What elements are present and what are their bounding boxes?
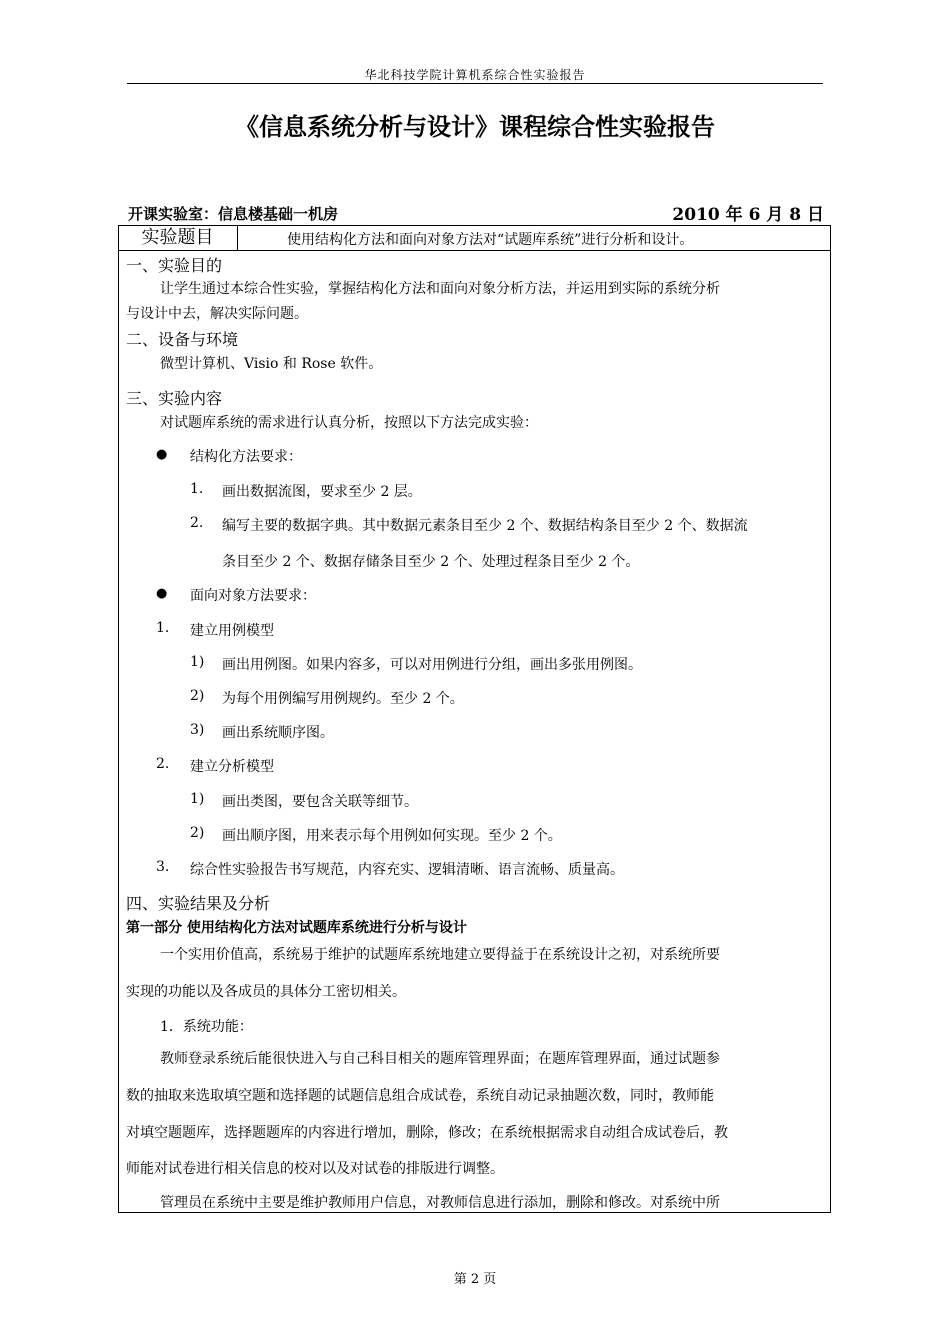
list-item: 画出数据流图，要求至少 2 层。 bbox=[222, 484, 422, 500]
sub-number: 3) bbox=[190, 722, 205, 738]
paragraph-line: 数的抽取来选取填空题和选择题的试题信息组合成试卷，系统自动记录抽题次数，同时，教师能 bbox=[126, 1088, 714, 1104]
report-title: 《信息系统分析与设计》课程综合性实验报告 bbox=[235, 113, 715, 141]
paragraph-line: 教师登录系统后能很快进入与自己科目相关的题库管理界面；在题库管理界面，通过试题参 bbox=[160, 1051, 720, 1067]
list-number: 2. bbox=[156, 756, 170, 772]
function-heading: 1．系统功能： bbox=[160, 1019, 253, 1035]
purpose-line-2: 与设计中去，解决实际问题。 bbox=[126, 306, 308, 322]
sub-item: 画出类图，要包含关联等细节。 bbox=[222, 794, 418, 810]
report-date: 2010 年 6 月 8 日 bbox=[672, 205, 824, 225]
equipment-text: 微型计算机、Visio 和 Rose 软件。 bbox=[160, 356, 383, 372]
paragraph-line: 对填空题题库，选择题题库的内容进行增加，删除，修改；在系统根据需求自动组合成试卷后，教 bbox=[126, 1125, 728, 1141]
list-number: 1. bbox=[156, 620, 170, 636]
lab-location: 开课实验室：信息楼基础一机房 bbox=[128, 205, 339, 223]
paragraph-line: 师能对试卷进行相关信息的校对以及对试卷的排版进行调整。 bbox=[126, 1161, 504, 1177]
list-item: 综合性实验报告书写规范，内容充实、逻辑清晰、语言流畅、质量高。 bbox=[190, 862, 624, 878]
page-header: 华北科技学院计算机系综合性实验报告 bbox=[364, 68, 586, 82]
table-row-divider bbox=[118, 250, 831, 251]
section-heading-results: 四、实验结果及分析 bbox=[126, 894, 271, 913]
paragraph-line: 一个实用价值高，系统易于维护的试题库系统地建立要得益于在系统设计之初，对系统所要 bbox=[160, 947, 720, 963]
bullet-structured: 结构化方法要求： bbox=[190, 449, 302, 465]
sub-number: 1) bbox=[190, 791, 205, 807]
part-one-heading: 第一部分 使用结构化方法对试题库系统进行分析与设计 bbox=[126, 920, 467, 936]
section-heading-equipment: 二、设备与环境 bbox=[126, 330, 239, 349]
table-column-divider bbox=[237, 225, 238, 250]
section-heading-purpose: 一、实验目的 bbox=[126, 256, 223, 275]
list-item: 建立用例模型 bbox=[190, 623, 274, 639]
sub-number: 2) bbox=[190, 688, 205, 704]
list-item: 编写主要的数据字典。其中数据元素条目至少 2 个、数据结构条目至少 2 个、数据流 bbox=[222, 518, 748, 534]
sub-item: 画出顺序图，用来表示每个用例如何实现。至少 2 个。 bbox=[222, 828, 562, 844]
page-number: 第 2 页 bbox=[453, 1272, 497, 1287]
list-number: 2. bbox=[190, 515, 204, 531]
purpose-line-1: 让学生通过本综合性实验，掌握结构化方法和面向对象分析方法，并运用到实际的系统分析 bbox=[160, 281, 720, 297]
bullet-icon: ● bbox=[156, 447, 168, 462]
sub-item: 为每个用例编写用例规约。至少 2 个。 bbox=[222, 691, 464, 707]
list-number: 3. bbox=[156, 859, 170, 875]
sub-number: 2) bbox=[190, 825, 205, 841]
bullet-oo: 面向对象方法要求： bbox=[190, 588, 316, 604]
sub-number: 1) bbox=[190, 654, 205, 670]
paragraph-line: 管理员在系统中主要是维护教师用户信息，对教师信息进行添加，删除和修改。对系统中所 bbox=[160, 1195, 720, 1211]
header-divider bbox=[127, 83, 823, 84]
section-heading-content: 三、实验内容 bbox=[126, 389, 223, 408]
sub-item: 画出系统顺序图。 bbox=[222, 725, 334, 741]
sub-item: 画出用例图。如果内容多，可以对用例进行分组，画出多张用例图。 bbox=[222, 657, 642, 673]
content-intro: 对试题库系统的需求进行认真分析，按照以下方法完成实验： bbox=[160, 415, 538, 431]
topic-text: 使用结构化方法和面向对象方法对“试题库系统”进行分析和设计。 bbox=[287, 232, 694, 248]
list-number: 1. bbox=[190, 481, 204, 497]
paragraph-line: 实现的功能以及各成员的具体分工密切相关。 bbox=[126, 984, 406, 1000]
topic-label: 实验题目 bbox=[141, 227, 214, 248]
bullet-icon: ● bbox=[156, 586, 168, 601]
list-item: 建立分析模型 bbox=[190, 759, 274, 775]
list-item-continuation: 条目至少 2 个、数据存储条目至少 2 个、处理过程条目至少 2 个。 bbox=[222, 554, 640, 570]
